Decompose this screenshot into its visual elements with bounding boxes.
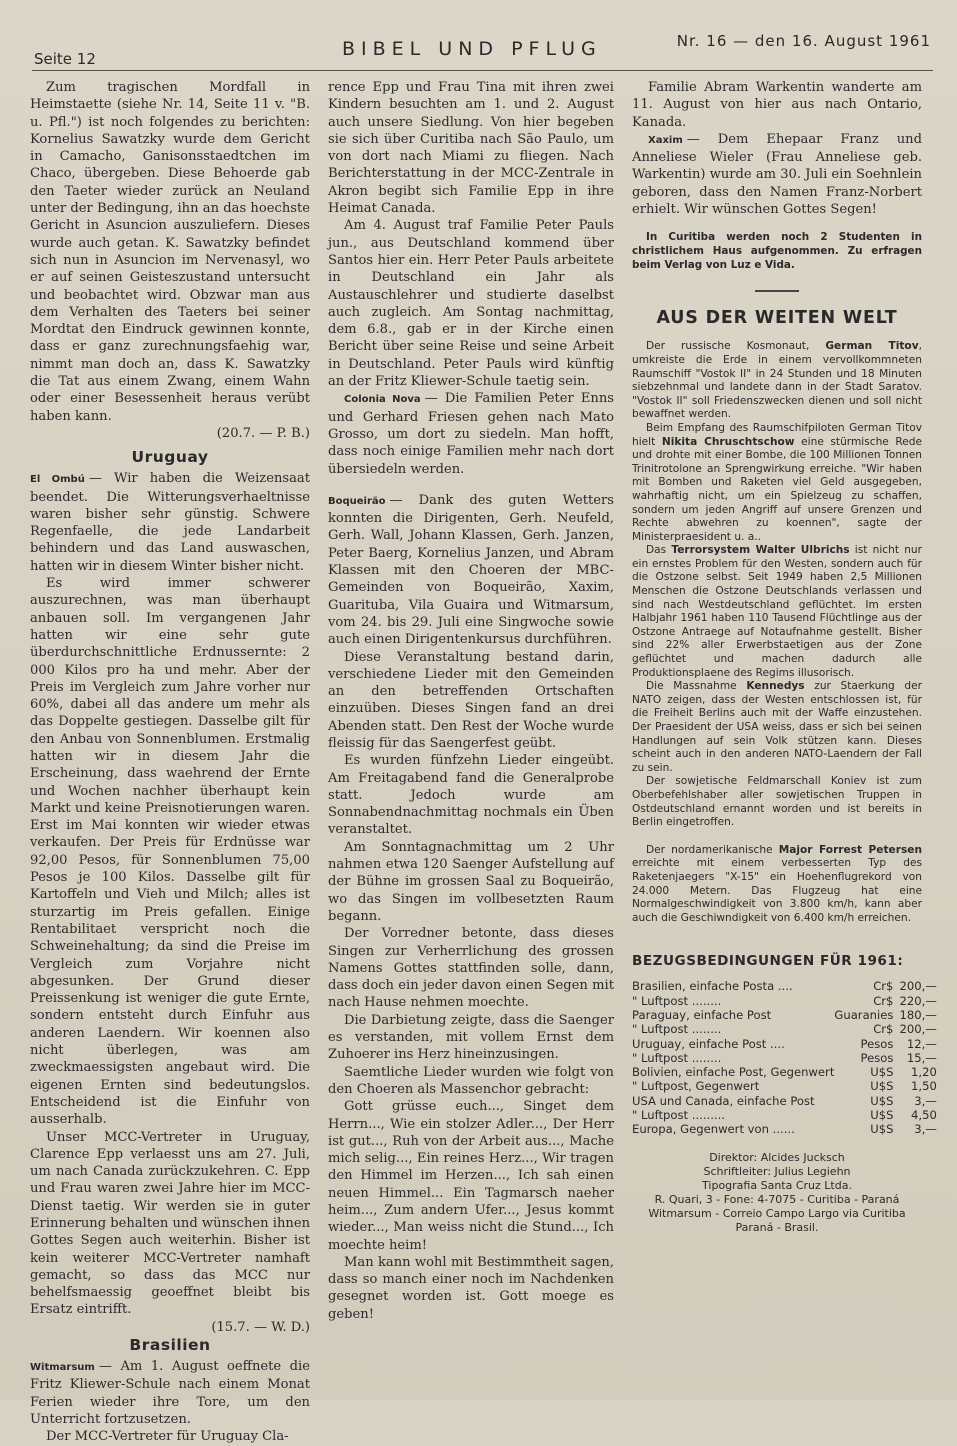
article-paragraph: Am Sonntagnachmittag um 2 Uhr nahmen etwa 120 Saenger Aufstellung auf der Bühne im grossen Saal zu Boqueirão, wo das Singen im vollbesetzten Raum begann. bbox=[328, 839, 614, 924]
article-paragraph: rence Epp und Frau Tina mit ihren zwei Kindern besuchten am 1. und 2. August auch unsere Siedlung. Von hier begeben sie sich über Curitiba nach São Paulo, um von dort nach Miami zu fliegen. Nach Berichterstattung in der MCC-Zentrale in Akron begibt sich Familie Epp in ihre Heimat Canada. bbox=[328, 80, 614, 217]
masthead-title: BIBEL UND PFLUG bbox=[342, 38, 602, 60]
section-heading-uruguay: Uruguay bbox=[131, 448, 209, 467]
price-currency: Cr$ bbox=[873, 979, 894, 994]
notice-box: In Curitiba werden noch 2 Studenten in christlichem Haus aufgenommen. Zu erfragen beim Verlag von Luz e Vida. bbox=[632, 231, 922, 272]
price-row bbox=[632, 994, 937, 1008]
article-paragraph: Saemtliche Lieder wurden wie folgt von den Choeren als Massenchor gebracht: bbox=[328, 1064, 614, 1097]
price-label: " Luftpost ......... bbox=[632, 1107, 725, 1122]
price-label: " Luftpost, Gegenwert bbox=[632, 1079, 760, 1094]
article-paragraph: Der MCC-Vertreter für Uruguay Cla- bbox=[46, 1429, 289, 1445]
article-paragraph: Am 4. August traf Familie Peter Pauls jun., aus Deutschland kommend über Santos hier ein. Herr Peter Pauls arbeitete in Deutschland ein Jahr als Austauschlehrer und studierte daselbst auch zugleich. Am Sontag nachmittag, dem 6.8., gab er in der Kirche einen Bericht über seine Reise und seine Arbeit in Deutschland. Peter Pauls wird künftig an der Fritz Kliewer-Schule taetig sein. bbox=[328, 218, 614, 390]
article-paragraph: Gott grüsse euch..., Singet dem Herrn..., Wie ein stolzer Adler..., Der Herr ist gut..., Ruh von der Arbeit aus..., Mache mich selig..., Ein reines Herz..., Wir tragen den Himmel im Herzen..., Ich sah einen neuen Himmel... Ein Tagmarsch naeher heim..., Zum andern Ufer..., Jesus kommt wieder..., Man weiss nicht die Stund..., Ich moechte heim! bbox=[328, 1099, 614, 1253]
price-value: 4,50 bbox=[911, 1107, 937, 1122]
imprint bbox=[632, 1151, 922, 1235]
article-paragraph: Colonia Nova — Die Familien Peter Enns und Gerhard Friesen gehen nach Mato Grosso, um dort zu siedeln. Man hofft, dass noch einige Familien mehr nach dort übersiedeln werden. bbox=[328, 391, 614, 477]
price-row bbox=[632, 1008, 937, 1022]
price-currency: Pesos bbox=[860, 1050, 894, 1065]
article-paragraph: Die Darbietung zeigte, dass die Saenger es verstanden, mit vollem Ernst dem Zuhoerer ins Herz hineinzusingen. bbox=[328, 1012, 614, 1063]
price-currency: Cr$ bbox=[873, 1022, 894, 1037]
issue-date: Nr. 16 — den 16. August 1961 bbox=[676, 32, 931, 50]
page-number: Seite 12 bbox=[34, 50, 96, 68]
news-item: Der russische Kosmonaut, German Titov, umkreiste die Erde in einem vervollkommneten Raumschiff "Vostok II" in 24 Stunden und 18 Minuten siebzehnmal und landete dann in der Stadt Saratov. "Vostok II" soll Friedenszwecken dienen und soll nicht bewaffnet werden. bbox=[632, 340, 922, 421]
page-header bbox=[30, 26, 935, 70]
article-paragraph: Es wird immer schwerer auszurechnen, was man überhaupt anbauen soll. Im vergangenen Jahr hatten wir eine sehr gute überdurchschnittliche Erdnussernte: 2 000 Kilos pro ha und mehr. Aber der Preis im Vergleich zum Jahre vorher nur 60%, dabei all das andere um mehr als das Doppelte gestiegen. Dasselbe gilt für den Anbau von Sonnenblumen. Erstmalig hatten wir in diesem Jahr die Erscheinung, dass waehrend der Ernte und Wochen nachher überhaupt kein Markt und keine Preisnotierungen waren. Erst im Mai konnten wir wieder etwas verkaufen. Der Preis für Erdnüsse war 92,00 Pesos, für Sonnenblumen 75,00 Pesos je 100 Kilos. Dasselbe gilt für Kartoffeln und Vieh und Milch; alles ist sturzartig im Preis gefallen. Einige Rentabilitaet verspricht noch die Schweinehaltung; da sind die Preise im Vergleich zum Vorjahre nicht abgesunken. Der Grund dieser Preissenkung ist weniger die gute Ernte, sondern entsteht durch Einfuhr aus anderen Laendern. Wir koennen also nicht überlegen, was am zweckmaessigsten angebaut wird. Die eigenen Ernten sind bedeutungslos. Entscheidend ist die Einfuhr von ausserhalb. bbox=[30, 576, 310, 1128]
price-label: USA und Canada, einfache Post bbox=[632, 1093, 815, 1108]
column-3 bbox=[632, 79, 937, 1446]
news-item: Das Terrorsystem Walter Ulbrichs ist nicht nur ein ernstes Problem für den Westen, sondern auch für die Ostzone selbst. Seit 1949 haben 2,5 Millionen Menschen die Ostzone Deutschlands verlassen und sind nach Westdeutschland geflüchtet. Im ersten Halbjahr 1961 haben 110 Tausend Flüchtlinge aus der Ostzone Antraege auf Notaufnahme gestellt. Bisher sind 22% aller Erwerbstaetigen aus der Zone geflüchtet und machen dadurch alle Produktionsplaene des Regims illusorisch. bbox=[632, 544, 922, 679]
price-currency: U$S bbox=[870, 1065, 894, 1080]
price-label: Europa, Gegenwert von ...... bbox=[632, 1122, 795, 1137]
column-1 bbox=[30, 79, 310, 1446]
price-row bbox=[632, 1122, 937, 1136]
price-value: 3,— bbox=[914, 1122, 937, 1137]
price-label: Brasilien, einfache Posta .... bbox=[632, 979, 793, 994]
price-value: 200,— bbox=[899, 1022, 937, 1037]
article-paragraph: Xaxim — Dem Ehepaar Franz und Anneliese Wieler (Frau Anneliese geb. Warkentin) wurde am 30. Juli ein Soehnlein geboren, dass den Namen Franz-Norbert erhielt. Wir wünschen Gottes Segen! bbox=[632, 131, 922, 218]
article-paragraph: Man kann wohl mit Bestimmtheit sagen, dass so manch einer noch im Nachdenken gesegnet worden ist. Gott moege es geben! bbox=[328, 1254, 614, 1322]
price-row bbox=[632, 1094, 937, 1108]
price-row bbox=[632, 979, 937, 993]
article-paragraph: Unser MCC-Vertreter in Uruguay, Clarence Epp verlaesst uns am 27. Juli, um nach Canada zurückzukehren. C. Epp und Frau waren zwei Jahre hier im MCC-Dienst taetig. Wir werden sie in guter Erinnerung behalten und wünschen ihnen Gottes Segen auch weiterhin. Bisher ist kein weiterer MCC-Vertreter namhaft gemacht, so dass das MCC nur behelfsmaessig geoeffnet bleibt bis Ersatz eintrifft. bbox=[30, 1129, 311, 1318]
imprint-line: R. Quari, 3 - Fone: 4-7075 - Curitiba - Paraná bbox=[654, 1192, 900, 1206]
subscription-heading: BEZUGSBEDINGUNGEN FÜR 1961: bbox=[632, 953, 904, 970]
price-row bbox=[632, 1108, 937, 1122]
article-paragraph: Familie Abram Warkentin wanderte am 11. August von hier aus nach Ontario, Kanada. bbox=[632, 80, 922, 130]
news-item: Der sowjetische Feldmarschall Koniev ist zum Oberbefehlshaber aller sowjetischen Truppen in Ostdeutschland ernannt worden und ist bereits in Berlin eingetroffen. bbox=[632, 775, 922, 829]
place-name: Colonia Nova bbox=[344, 394, 421, 406]
article-paragraph: Es wurden fünfzehn Lieder eingeübt. Am Freitagabend fand die Generalprobe statt. Jedoch wurde am Sonnabendnachmittag nochmals ein Üben veranstaltet. bbox=[328, 753, 614, 838]
imprint-line: Witmarsum - Correio Campo Largo via Curitiba bbox=[648, 1206, 906, 1220]
price-currency: Guaranies bbox=[834, 1007, 894, 1022]
news-item: Beim Empfang des Raumschifpiloten German Titov hielt Nikita Chruschtschow eine stürmische Rede und drohte mit einer Bombe, die 100 Millionen Tonnen Trinitrotolone an Sprengwirkung erreiche. "Wir haben mit Bomben und Raketen viel Geld ausgegeben, wahrhaftig nicht, um ein Spielzeug zu schaffen, sondern um jeden Angriff auf unsere Grenzen und Rechte abwehren zu koennen", sagte der Ministerpraesident u. a.. bbox=[632, 421, 923, 543]
price-currency: U$S bbox=[870, 1079, 894, 1094]
price-value: 3,— bbox=[914, 1093, 937, 1108]
place-name: Witmarsum bbox=[30, 1362, 95, 1374]
price-label: Uruguay, einfache Post .... bbox=[632, 1036, 785, 1051]
price-value: 180,— bbox=[899, 1007, 937, 1022]
price-currency: U$S bbox=[870, 1107, 894, 1122]
price-value: 200,— bbox=[899, 979, 937, 994]
price-value: 1,20 bbox=[911, 1065, 937, 1080]
place-name: El Ombú bbox=[30, 474, 85, 486]
price-label: Bolivien, einfache Post, Gegenwert bbox=[632, 1065, 835, 1080]
price-currency: U$S bbox=[870, 1093, 894, 1108]
price-currency: Cr$ bbox=[873, 993, 894, 1008]
column-2 bbox=[328, 79, 614, 1446]
price-value: 1,50 bbox=[911, 1079, 937, 1094]
price-row bbox=[632, 1079, 937, 1093]
imprint-line: Paraná - Brasil. bbox=[735, 1220, 819, 1234]
price-row bbox=[632, 1037, 937, 1051]
news-item: Der nordamerikanische Major Forrest Petersen erreichte mit einem verbesserten Typ des Raketenjaegers "X-15" ein Hoehenflugrekord von 24.000 Metern. Das Flugzeug hat eine Normalgeschwindigkeit von 3.800 km/h, kann aber auch die Geschiwndigkeit von 6.400 km/h erreichen. bbox=[632, 843, 922, 924]
price-label: " Luftpost ........ bbox=[632, 1022, 722, 1037]
article-paragraph: Der Vorredner betonte, dass dieses Singen zur Verherrlichung des grossen Namens Gottes stattfinden solle, dann, dass doch ein jeder davon einen Segen mit nach Hause nehmen moechte. bbox=[328, 926, 614, 1011]
price-row bbox=[632, 1051, 937, 1065]
header-rule bbox=[32, 70, 933, 71]
article-paragraph: Diese Veranstaltung bestand darin, verschiedene Lieder mit den Gemeinden an den betreffenden Ortschaften einzuüben. Dieses Singen fand an drei Abenden statt. Den Rest der Woche wurde fleissig für das Saengerfest geübt. bbox=[328, 649, 614, 751]
price-label: " Luftpost ........ bbox=[632, 1050, 722, 1065]
article-paragraph: Boqueirão — Dank des guten Wetters konnten die Dirigenten, Gerh. Neufeld, Gerh. Wall, Johann Klassen, Gerh. Janzen, Peter Baerg, Kornelius Janzen, und Abram Klassen mit den Choeren der MBC-Gemeinden von Boqueirão, Xaxim, Guarituba, Vila Guaira und Witmarsum, vom 24. bis 29. Juli eine Singwoche sowie auch einen Dirigentenkursus durchführen. bbox=[328, 492, 614, 648]
imprint-line: Tipografia Santa Cruz Ltda. bbox=[702, 1178, 852, 1192]
article-paragraph: Zum tragischen Mordfall in Heimstaette (siehe Nr. 14, Seite 11 v. "B. u. Pfl.") ist noch folgendes zu berichten: Kornelius Sawatzky wurde dem Gericht in Camacho, Ganisonsstaedtchen im Chaco, übergeben. Diese Behoerde gab den Taeter wieder zurück an Neuland unter der Bedingung, ihn an das hoechste Gericht in Asuncion auszuliefern. Dieses wurde auch getan. K. Sawatzky befindet sich nun in Asuncion im Nervenasyl, wo er auf seinen Geisteszustand untersucht und beobachtet wird. Obzwar man aus dem Verhalten des Taeters bei seiner Mordtat den Eindruck gewinnen konnte, dass er ganz zurechnungsfaehig war, nimmt man doch an, dass K. Sawatzky die Tat aus einem Zwang, einem Wahn oder einer Besessenheit heraus verübt haben kann. bbox=[30, 80, 310, 424]
section-divider bbox=[755, 290, 799, 292]
price-value: 15,— bbox=[906, 1050, 937, 1065]
price-row bbox=[632, 1065, 937, 1079]
imprint-line: Schriftleiter: Julius Legiehn bbox=[703, 1164, 851, 1178]
place-name: Xaxim bbox=[648, 134, 683, 146]
price-row bbox=[632, 1022, 937, 1036]
article-paragraph: El Ombú — Wir haben die Weizensaat beendet. Die Witterungsverhaeltnisse waren bisher sehr günstig. Schwere Regenfaelle, die jede Landarbeit behindern und das Land auswaschen, hatten wir in diesem Winter bisher nicht. bbox=[30, 471, 310, 574]
price-currency: U$S bbox=[870, 1122, 894, 1137]
article-paragraph: Witmarsum — Am 1. August oeffnete die Fritz Kliewer-Schule nach einem Monat Ferien wieder ihre Tore, um den Unterricht fortzusetzen. bbox=[30, 1359, 310, 1427]
article-signature: (20.7. — P. B.) bbox=[216, 425, 310, 441]
section-heading-world: AUS DER WEITEN WELT bbox=[656, 308, 898, 329]
article-signature: (15.7. — W. D.) bbox=[211, 1319, 310, 1335]
place-name: Boqueirão bbox=[328, 495, 386, 507]
price-label: Paraguay, einfache Post bbox=[632, 1007, 772, 1022]
price-label: " Luftpost ........ bbox=[632, 993, 722, 1008]
imprint-line: Direktor: Alcides Jucksch bbox=[709, 1150, 845, 1164]
news-item: Die Massnahme Kennedys zur Staerkung der NATO zeigen, dass der Westen entschlossen ist, für die Freiheit Berlins auch mit der Waffe einzustehen. Der Praesident der USA weiss, dass er sich bei seinen Handlungen auf sein Volk stützen kann. Dieses scheint auch in den anderen NATO-Laendern der Fall zu sein. bbox=[632, 680, 922, 774]
price-value: 220,— bbox=[899, 993, 937, 1008]
section-heading-brasilien: Brasilien bbox=[129, 1336, 211, 1355]
price-currency: Pesos bbox=[860, 1036, 894, 1051]
subscription-price-table bbox=[632, 979, 937, 1136]
price-value: 12,— bbox=[906, 1036, 937, 1051]
